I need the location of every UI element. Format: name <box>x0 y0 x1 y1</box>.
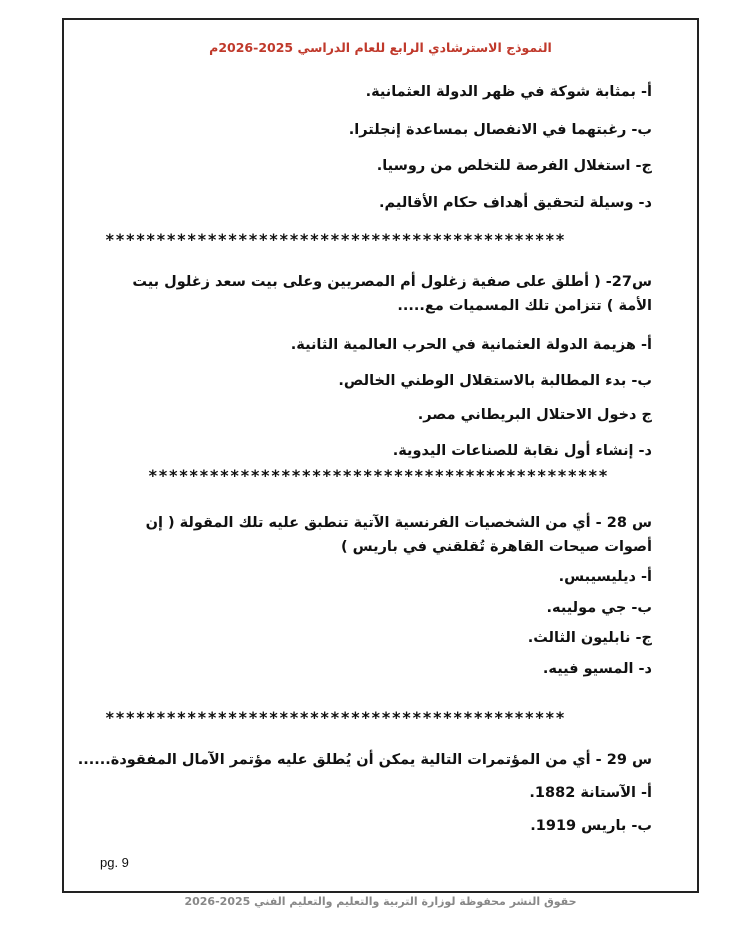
q28-option-c: ج- نابليون الثالث. <box>527 630 652 646</box>
q27-option-d: د- إنشاء أول نقابة للصناعات اليدوية. <box>392 443 652 459</box>
block1-option-c: ج- استغلال الفرصة للتخلص من روسيا. <box>376 158 652 174</box>
question-29-text: س 29 - أي من المؤتمرات التالية يمكن أن يُطلق عليه مؤتمر الآمال المفقودة...... <box>77 752 652 768</box>
question-27-text: س27- ( أطلق على صفية زغلول أم المصريين وعلى بيت سعد زغلول بيت الأمة ) تتزامن تلك المسميات مع..... <box>132 274 652 314</box>
q27-option-b: ب- بدء المطالبة بالاستقلال الوطني الخالص. <box>338 373 652 389</box>
q28-option-d: د- المسيو فييه. <box>542 661 652 677</box>
q28-option-a: أ- ديليسيبس. <box>558 569 652 585</box>
separator-stars: ********************************************* <box>105 230 566 249</box>
q29-option-b: ب- باريس 1919. <box>530 818 652 834</box>
q28-option-b: ب- جي موليبه. <box>546 600 652 616</box>
copyright-footer: حقوق النشر محفوظة لوزارة التربية والتعليم والتعليم الفني 2025-2026 <box>184 895 577 908</box>
block1-option-d: د- وسيلة لتحقيق أهداف حكام الأقاليم. <box>379 195 652 211</box>
separator-stars: ********************************************* <box>105 708 566 727</box>
page-number: pg. 9 <box>100 855 129 870</box>
q29-option-a: أ- الآستانة 1882. <box>529 785 652 801</box>
q27-option-c: ج دخول الاحتلال البريطاني مصر. <box>417 407 652 423</box>
q27-option-a: أ- هزيمة الدولة العثمانية في الحرب العالمية الثانية. <box>290 337 652 353</box>
block1-option-a: أ- بمثابة شوكة في ظهر الدولة العثمانية. <box>365 84 652 100</box>
question-28-text: س 28 - أي من الشخصيات الفرنسية الآتية تنطبق عليه تلك المقولة ( إن أصوات صيحات القاهرة تُقلقني في باريس ) <box>145 515 652 555</box>
block1-option-b: ب- رغبتهما في الانفصال بمساعدة إنجلترا. <box>348 122 652 138</box>
separator-stars: ********************************************* <box>148 466 609 485</box>
page-header-title: النموذج الاسترشادي الرابع للعام الدراسي 2025-2026م <box>209 40 552 55</box>
